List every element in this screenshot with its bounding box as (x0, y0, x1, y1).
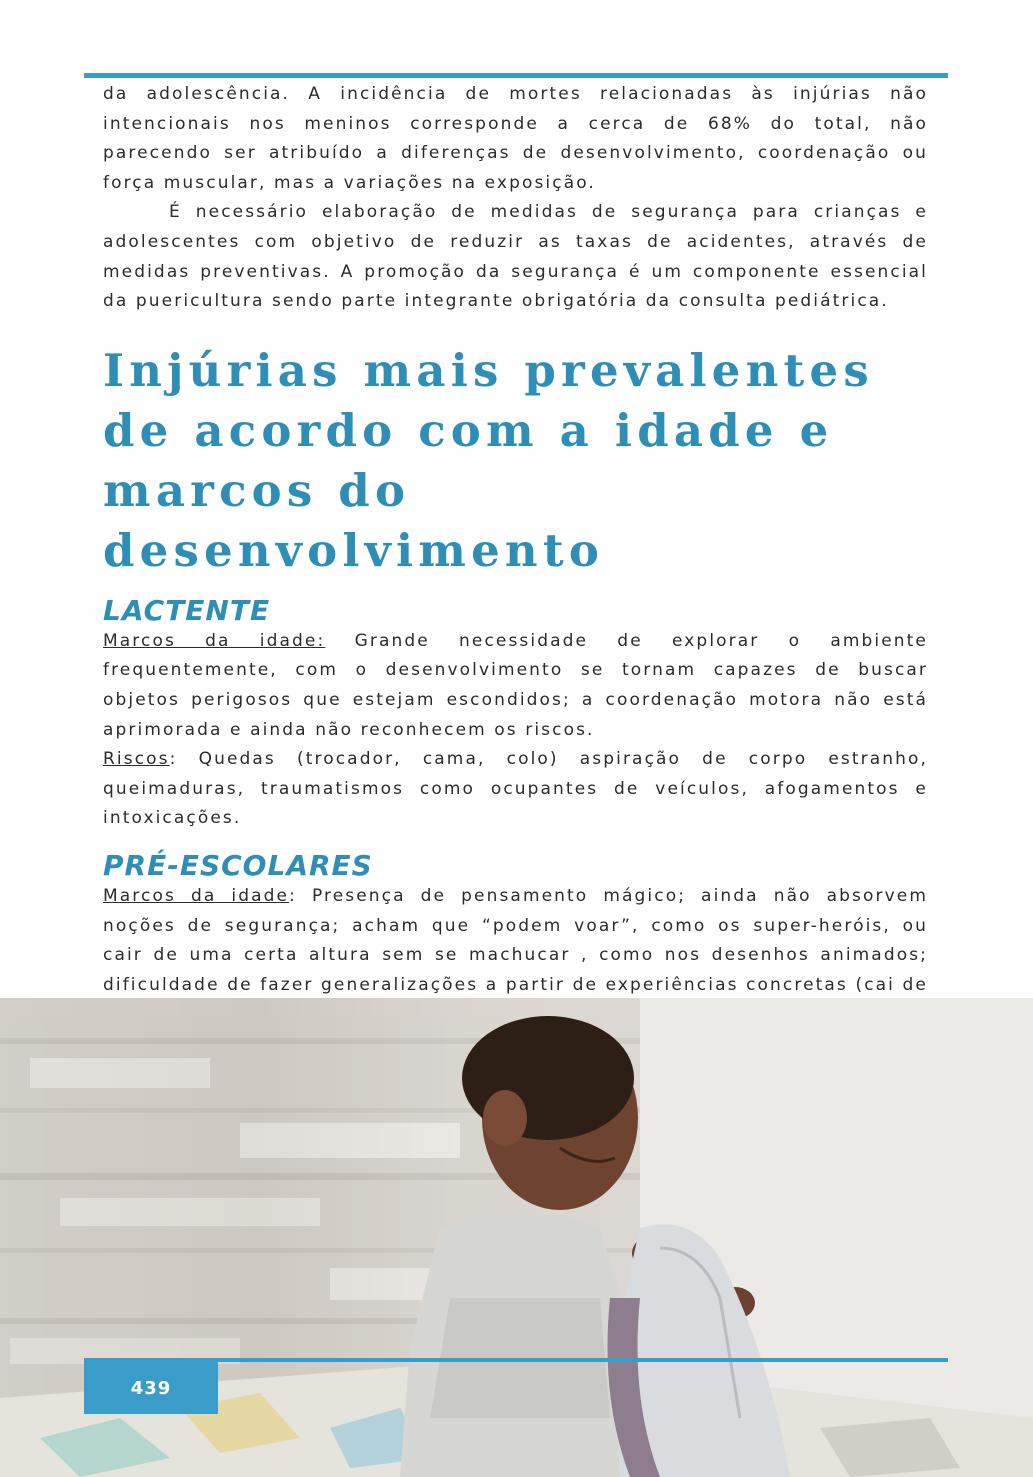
subheading-lactente: LACTENTE (103, 593, 271, 627)
marcos-text: Grande necessidade de explorar o ambiente frequentemente, com o desenvolvimento se tornam capazes de buscar objetos perigosos que estejam escondidos; a coordenação motora não está aprimorada e ainda não reconhecem os riscos. (103, 630, 928, 740)
page-number-box (84, 1362, 218, 1414)
lactente-marcos (103, 627, 928, 745)
safety-paragraph: É necessário elaboração de medidas de segurança para crianças e adolescentes com objetivo de reduzir as taxas de acidentes, através de medidas preventivas. A promoção da segurança é um componente essencial da puericultura sendo parte integrante obrigatória da consulta pediátrica. (103, 202, 928, 312)
marcos-label: Marcos da idade: (103, 630, 326, 651)
page-number: 439 (130, 1377, 172, 1399)
lactente-riscos (103, 745, 928, 834)
page-content (103, 80, 928, 1030)
subheading-pre-escolares: PRÉ-ESCOLARES (103, 848, 373, 882)
intro-paragraph: da adolescência. A incidência de mortes relacionadas às injúrias não intencionais nos meninos corresponde a cerca de 68% do total, não parecendo ser atribuído a diferenças de desenvolvimento, coordenação ou força muscular, mas a variações na exposição. (103, 84, 928, 193)
riscos-label: Riscos (103, 749, 170, 770)
marcos-label: Marcos da idade (103, 885, 290, 906)
riscos-text: : Quedas (trocador, cama, colo) aspiração de corpo estranho, queimaduras, traumatismos como ocupantes de veículos, afogamentos e intoxicações. (103, 749, 928, 829)
marcos-text: : Presença de pensamento mágico; ainda não absorvem noções de segurança; acham que “podem voar”, como os super-heróis, ou cair de uma certa altura sem se machucar , como nos desenhos animados; dificuldade de fazer generalizações a partir de experiências concretas (cai de (103, 885, 928, 995)
section-heading: Injúrias mais prevalentes de acordo com a idade e marcos do desenvolvimento (103, 343, 874, 577)
top-rule (84, 73, 948, 78)
